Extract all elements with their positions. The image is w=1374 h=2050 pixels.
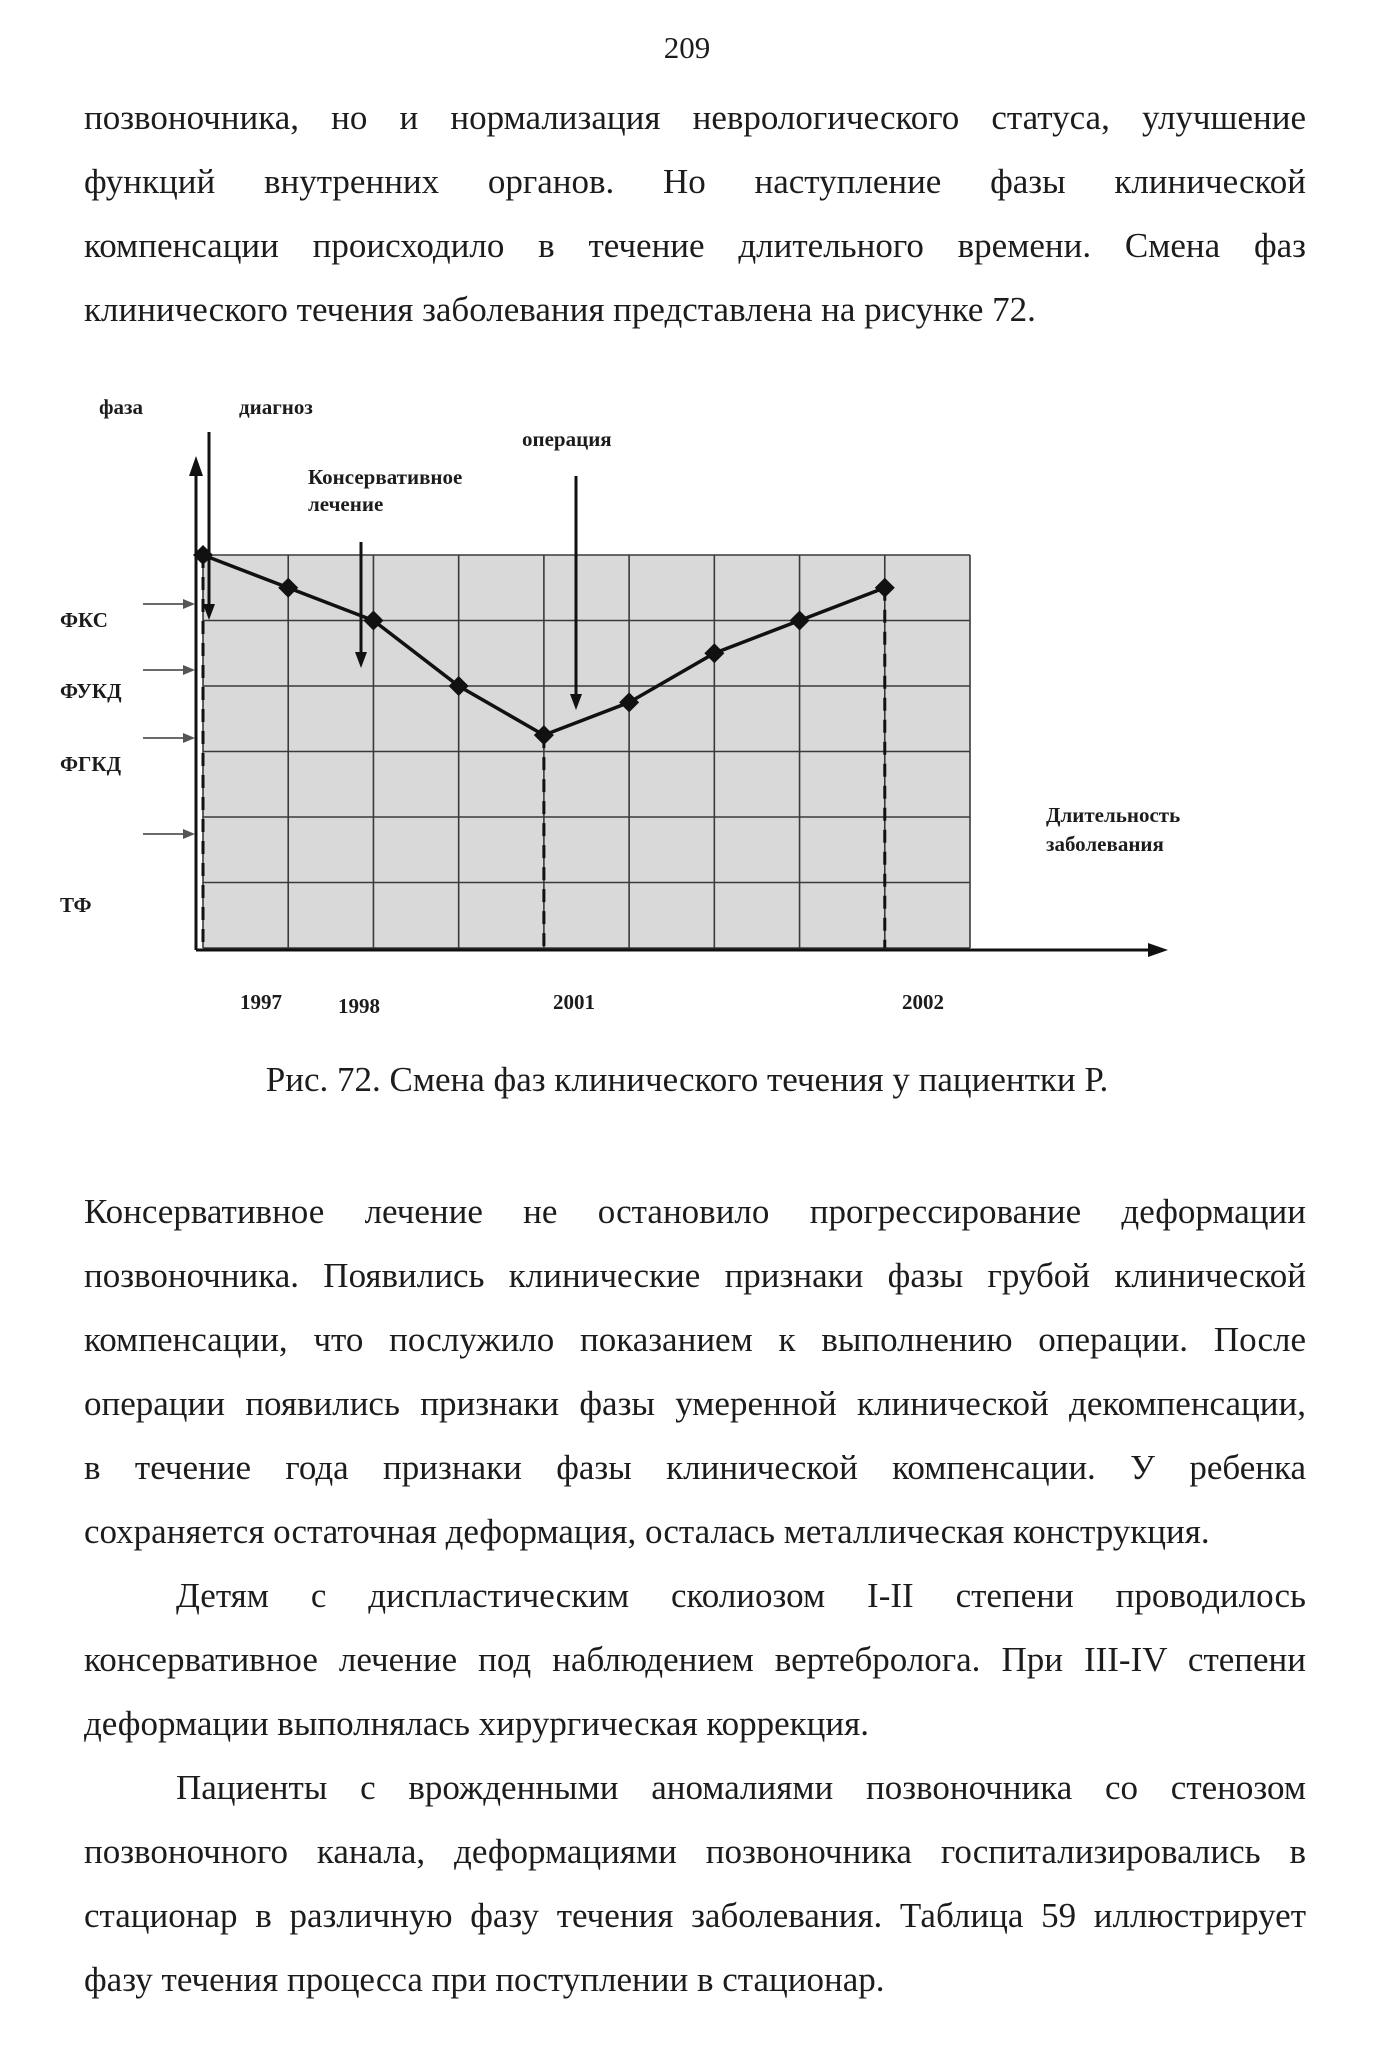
paragraph-4	[84, 1756, 1306, 2012]
text-line: фазу течения процесса при поступлении в стационар.	[84, 1960, 885, 1999]
x-tick-label: 1997	[240, 990, 282, 1014]
annotation-surgery: операция	[522, 427, 612, 451]
text-line: компенсации, что послужило показанием к выполнению операции. После	[84, 1320, 1306, 1359]
phase-level-arrowhead-icon	[183, 829, 195, 839]
text-line: функций внутренних органов. Но наступление фазы клинической	[84, 162, 1306, 201]
text-line: позвоночного канала, деформациями позвоночника госпитализировались в	[84, 1832, 1306, 1871]
text-line: в течение года признаки фазы клинической компенсации. У ребенка	[84, 1448, 1306, 1487]
text-line: Консервативное лечение не остановило прогрессирование деформации	[84, 1192, 1306, 1231]
x-axis-label-line1: Длительность	[1046, 803, 1181, 827]
text-line: консервативное лечение под наблюдением вертебролога. При III-IV степени	[84, 1640, 1306, 1679]
text-line: стационар в различную фазу течения заболевания. Таблица 59 иллюстрирует	[84, 1896, 1306, 1935]
text-line: операции появились признаки фазы умеренной клинической декомпенсации,	[84, 1384, 1306, 1423]
figure-caption: Рис. 72. Смена фаз клинического течения у пациентки Р.	[265, 1060, 1109, 1099]
page-number: 209	[663, 30, 711, 65]
paragraph-1	[84, 86, 1306, 342]
phase-level-arrowhead-icon	[183, 665, 195, 675]
annotation-conservative-line1: Консервативное	[308, 465, 463, 489]
y-category-label: ФКС	[60, 608, 108, 632]
x-tick-label: 2001	[553, 990, 595, 1014]
phase-chart	[0, 380, 1374, 1040]
y-category-label: ФУКД	[60, 679, 122, 703]
y-category-label: ФГКД	[60, 752, 122, 776]
phase-level-arrowhead-icon	[183, 599, 195, 609]
annotation-diagnosis: диагноз	[239, 395, 313, 419]
y-category-label: ТФ	[60, 893, 92, 917]
x-tick-label: 1998	[338, 994, 380, 1018]
x-axis-arrow-icon	[1148, 943, 1168, 957]
paragraph-2	[84, 1180, 1306, 1564]
text-line: Пациенты с врожденными аномалиями позвоночника со стенозом	[176, 1768, 1306, 1807]
chart-grid	[203, 555, 970, 948]
text-line: деформации выполнялась хирургическая коррекция.	[84, 1704, 869, 1743]
text-line: компенсации происходило в течение длительного времени. Смена фаз	[84, 226, 1306, 265]
x-tick-label: 2002	[902, 990, 944, 1014]
text-line: позвоночника, но и нормализация неврологического статуса, улучшение	[84, 98, 1306, 137]
y-axis-label: фаза	[99, 395, 143, 419]
phase-level-arrowhead-icon	[183, 733, 195, 743]
text-line: позвоночника. Появились клинические признаки фазы грубой клинической	[84, 1256, 1306, 1295]
y-axis-arrow-icon	[189, 456, 203, 476]
text-line: сохраняется остаточная деформация, осталась металлическая конструкция.	[84, 1512, 1210, 1551]
text-line: Детям с диспластическим сколиозом I-II степени проводилось	[176, 1576, 1306, 1615]
text-line: клинического течения заболевания представлена на рисунке 72.	[84, 290, 1036, 329]
paragraph-3	[84, 1564, 1306, 1756]
x-axis-label-line2: заболевания	[1046, 832, 1164, 856]
annotation-conservative-line2: лечение	[308, 492, 384, 516]
